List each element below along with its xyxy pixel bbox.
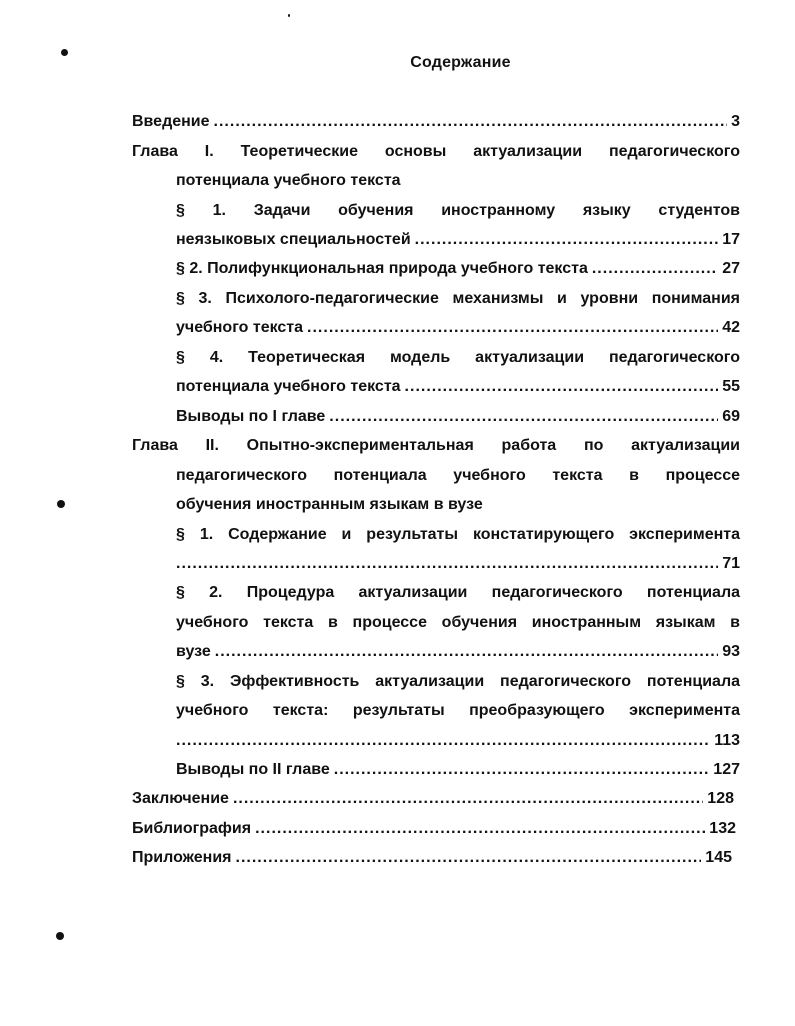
- toc-entry-section-1-3-cont: [176, 316, 740, 340]
- toc-entry-conclusion: [132, 787, 734, 811]
- toc-entry-section-1-4: § 4. Теоретическая модель актуализации педагогического: [176, 349, 740, 366]
- dot-leader: [233, 787, 703, 811]
- dot-leader: [176, 552, 718, 576]
- toc-page-number: 71: [722, 555, 740, 572]
- toc-entry-section-2-3-cont: учебного текста: результаты преобразующего эксперимента: [176, 702, 740, 719]
- toc-entry-section-1-1-cont: [176, 228, 740, 252]
- toc-entry-label: Введение: [132, 113, 210, 130]
- toc-page-number: 55: [722, 378, 740, 395]
- dot-leader: [236, 846, 702, 870]
- toc-entry-section-1-1: § 1. Задачи обучения иностранному языку студентов: [176, 202, 740, 219]
- toc-page-number: 3: [731, 113, 740, 130]
- toc-entry-bibliography: [132, 817, 736, 841]
- toc-entry-section-2-2-cont: [176, 640, 740, 664]
- page-title: Содержание: [410, 54, 511, 71]
- toc-entry-chapter-1: Глава I. Теоретические основы актуализации педагогического: [132, 143, 740, 160]
- toc-page-number: 132: [709, 820, 736, 837]
- toc-entry-section-2-2: § 2. Процедура актуализации педагогического потенциала: [176, 584, 740, 601]
- scan-speck-icon: [288, 14, 290, 17]
- toc-entry-section-1-4-cont: [176, 375, 740, 399]
- toc-entry-section-2-1-cont: [176, 552, 740, 576]
- toc-entry-label: вузе: [176, 643, 211, 660]
- toc-entry-section-2-1: § 1. Содержание и результаты констатирующего эксперимента: [176, 526, 740, 543]
- scan-speck-icon: [57, 500, 65, 508]
- dot-leader: [334, 758, 710, 782]
- toc-page-number: 93: [722, 643, 740, 660]
- toc-page-number: 127: [713, 761, 740, 778]
- dot-leader: [255, 817, 705, 841]
- toc-entry-section-2-3: § 3. Эффективность актуализации педагогического потенциала: [176, 673, 740, 690]
- toc-entry-section-1-2: [176, 257, 740, 281]
- toc-page-number: 145: [705, 849, 732, 866]
- toc-page-number: 113: [714, 732, 740, 749]
- toc-entry-label: учебного текста: [176, 319, 304, 336]
- toc-entry-appendices: [132, 846, 732, 870]
- toc-page-number: 42: [722, 319, 740, 336]
- toc-page-number: 27: [722, 260, 740, 277]
- dot-leader: [176, 729, 710, 753]
- dot-leader: [592, 257, 718, 281]
- dot-leader: [215, 640, 718, 664]
- toc-page-number: 128: [707, 790, 734, 807]
- dot-leader: [329, 405, 718, 429]
- toc-entry-label: Заключение: [132, 790, 229, 807]
- dot-leader: [415, 228, 719, 252]
- scan-speck-icon: [56, 932, 64, 940]
- toc-entry-chapter-2-cont: обучения иностранным языкам в вузе: [176, 496, 483, 513]
- toc-entry-chapter-1-cont: потенциала учебного текста: [176, 172, 401, 189]
- toc-page-number: 17: [722, 231, 740, 248]
- toc-entry-chapter-2-cont: педагогического потенциала учебного текста в процессе: [176, 467, 740, 484]
- toc-entry-section-1-3: § 3. Психолого-педагогические механизмы и уровни понимания: [176, 290, 740, 307]
- toc-entry-label: § 2. Полифункциональная природа учебного текста: [176, 260, 588, 277]
- dot-leader: [214, 110, 728, 134]
- toc-entry-section-2-2-cont: учебного текста в процессе обучения иностранным языкам в: [176, 614, 740, 631]
- toc-entry-label: Выводы по II главе: [176, 761, 330, 778]
- toc-entry-label: Приложения: [132, 849, 232, 866]
- toc-entry-label: Библиография: [132, 820, 252, 837]
- dot-leader: [405, 375, 719, 399]
- toc-entry-label: Выводы по I главе: [176, 408, 326, 425]
- toc-entry-section-2-3-cont: [176, 729, 740, 753]
- toc-page-number: 69: [722, 408, 740, 425]
- toc-entry-introduction: [132, 110, 740, 134]
- toc-entry-label: потенциала учебного текста: [176, 378, 401, 395]
- toc-entry-label: неязыковых специальностей: [176, 231, 411, 248]
- dot-leader: [307, 316, 718, 340]
- toc-entry-chapter-2: Глава II. Опытно-экспериментальная работа по актуализации: [132, 437, 740, 454]
- toc-entry-conclusions-1: [176, 405, 740, 429]
- toc-entry-conclusions-2: [176, 758, 740, 782]
